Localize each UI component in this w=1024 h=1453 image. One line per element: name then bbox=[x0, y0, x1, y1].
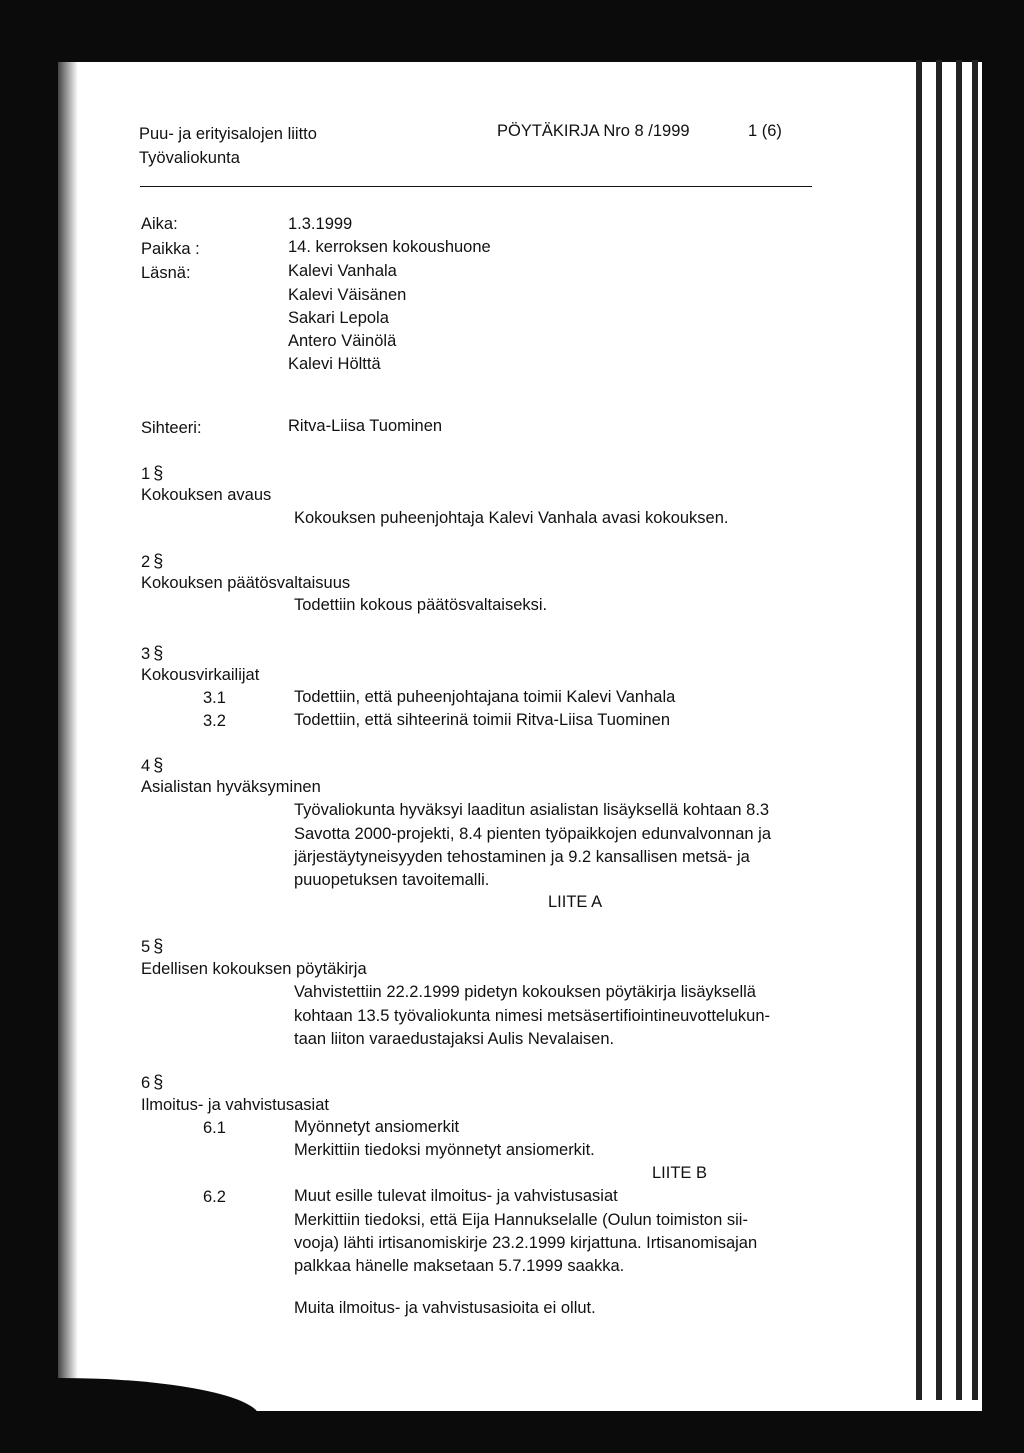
section-title: Kokouksen avaus bbox=[141, 486, 272, 504]
section-line: Vahvistettiin 22.2.1999 pidetyn kokouksen pöytäkirja lisäyksellä bbox=[294, 983, 756, 1001]
section-title: Kokousvirkailijat bbox=[141, 666, 260, 684]
scan-border-right bbox=[982, 0, 1024, 1453]
item-number: 6.1 bbox=[203, 1119, 226, 1137]
unit-name: Työvaliokunta bbox=[139, 149, 240, 167]
item-line: Merkittiin tiedoksi, että Eija Hannukselalle (Oulun toimiston sii- bbox=[294, 1211, 748, 1229]
sihteeri-value: Ritva-Liisa Tuominen bbox=[288, 417, 443, 435]
section-line: järjestäytyneisyyden tehostaminen ja 9.2 kansallisen metsä- ja bbox=[294, 848, 750, 866]
section-text: Todettiin kokous päätösvaltaiseksi. bbox=[294, 596, 548, 614]
item-line: palkkaa hänelle maksetaan 5.7.1999 saakka. bbox=[294, 1257, 625, 1275]
paikka-value: 14. kerroksen kokoushuone bbox=[288, 238, 491, 256]
item-text: Todettiin, että sihteerinä toimii Ritva-Liisa Tuominen bbox=[294, 711, 671, 729]
page-edge-line bbox=[916, 60, 922, 1400]
section-number: 6 § bbox=[141, 1072, 164, 1092]
header-rule bbox=[140, 186, 812, 187]
paikka-label: Paikka : bbox=[141, 240, 200, 258]
attendee: Kalevi Vanhala bbox=[288, 262, 397, 280]
section-line: Työvaliokunta hyväksyi laaditun asialistan lisäyksellä kohtaan 8.3 bbox=[294, 801, 770, 819]
sihteeri-label: Sihteeri: bbox=[141, 419, 202, 437]
section-title: Kokouksen päätösvaltaisuus bbox=[141, 574, 351, 592]
section-title: Asialistan hyväksyminen bbox=[141, 778, 321, 796]
section-text: Kokouksen puheenjohtaja Kalevi Vanhala avasi kokouksen. bbox=[294, 509, 729, 527]
section-number: 3 § bbox=[141, 643, 164, 663]
page-edge-line bbox=[956, 60, 962, 1400]
item-line: vooja) lähti irtisanomiskirje 23.2.1999 kirjattuna. Irtisanomisajan bbox=[294, 1234, 758, 1252]
page-number: 1 (6) bbox=[748, 122, 782, 140]
attendee: Sakari Lepola bbox=[288, 309, 389, 327]
attendee: Antero Väinölä bbox=[288, 332, 397, 350]
item-number: 3.2 bbox=[203, 712, 226, 730]
item-number: 6.2 bbox=[203, 1188, 226, 1206]
doc-title: PÖYTÄKIRJA Nro 8 /1999 bbox=[497, 122, 690, 140]
item-title: Muut esille tulevat ilmoitus- ja vahvistusasiat bbox=[294, 1187, 618, 1205]
item-title: Myönnetyt ansiomerkit bbox=[294, 1118, 460, 1136]
page-edge-line bbox=[972, 60, 978, 1400]
section-title: Ilmoitus- ja vahvistusasiat bbox=[141, 1096, 329, 1114]
attendee: Kalevi Väisänen bbox=[288, 286, 407, 304]
section-line: puuopetuksen tavoitemalli. bbox=[294, 871, 490, 889]
attendee: Kalevi Hölttä bbox=[288, 355, 381, 373]
section-line: taan liiton varaedustajaksi Aulis Nevalaisen. bbox=[294, 1030, 615, 1048]
org-name: Puu- ja erityisalojen liitto bbox=[139, 125, 317, 143]
section-line: kohtaan 13.5 työvaliokunta nimesi metsäsertifiointineuvottelukun- bbox=[294, 1007, 771, 1025]
section-number: 4 § bbox=[141, 755, 164, 775]
binding-shadow bbox=[58, 62, 78, 1402]
item-text: Todettiin, että puheenjohtajana toimii Kalevi Vanhala bbox=[294, 688, 676, 706]
scan-border-top bbox=[0, 0, 1024, 62]
section-title: Edellisen kokouksen pöytäkirja bbox=[141, 960, 367, 978]
section-number: 2 § bbox=[141, 551, 164, 571]
item-number: 3.1 bbox=[203, 689, 226, 707]
section-line: Savotta 2000-projekti, 8.4 pienten työpaikkojen edunvalvonnan ja bbox=[294, 825, 772, 843]
attachment-label: LIITE B bbox=[652, 1164, 708, 1182]
section-number: 1 § bbox=[141, 463, 164, 483]
closing-text: Muita ilmoitus- ja vahvistusasioita ei ollut. bbox=[294, 1299, 596, 1317]
item-text: Merkittiin tiedoksi myönnetyt ansiomerkit. bbox=[294, 1141, 595, 1159]
aika-label: Aika: bbox=[141, 215, 178, 233]
scan-border-left bbox=[0, 0, 58, 1453]
page-edge-line bbox=[936, 60, 942, 1400]
lasna-label: Läsnä: bbox=[141, 264, 191, 282]
attachment-label: LIITE A bbox=[548, 893, 603, 911]
page-curl bbox=[40, 1378, 260, 1418]
aika-value: 1.3.1999 bbox=[288, 215, 353, 233]
section-number: 5 § bbox=[141, 936, 164, 956]
